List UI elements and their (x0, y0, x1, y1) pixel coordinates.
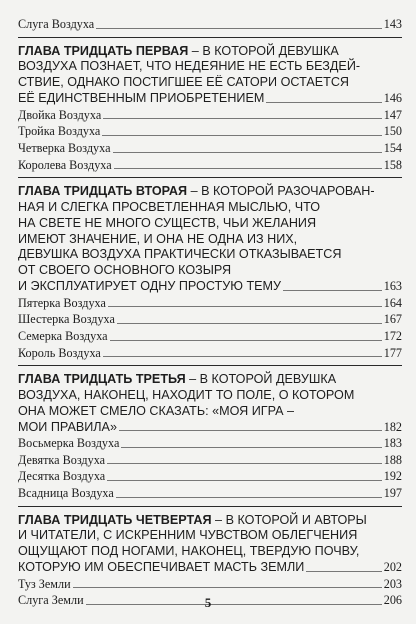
entry-page: 183 (383, 436, 402, 451)
leader-dots (103, 118, 381, 119)
chapter-page: 202 (383, 560, 402, 575)
entry-title: Пятерка Воздуха (18, 295, 106, 310)
leader-dots (96, 28, 382, 29)
chapter-subtitle-line: МОИ ПРАВИЛА» (18, 419, 117, 434)
chapter-subtitle-line: ОНА МОЖЕТ СМЕЛО СКАЗАТЬ: «МОЯ ИГРА – (18, 403, 295, 418)
leader-dots (119, 430, 382, 431)
chapter-title: ГЛАВА ТРИДЦАТЬ ВТОРАЯ (18, 184, 188, 199)
chapter-subtitle-line: – В КОТОРОЙ И АВТОРЫ (211, 512, 367, 527)
entry-page: 177 (383, 345, 402, 360)
entry-page: 164 (383, 295, 402, 310)
entry-title: Королева Воздуха (18, 157, 112, 172)
entry-page: 158 (383, 157, 402, 172)
chapter-title: ГЛАВА ТРИДЦАТЬ ТРЕТЬЯ (18, 372, 186, 387)
chapter-subtitle-line: КОТОРУЮ ИМ ОБЕСПЕЧИВАЕТ МАСТЬ ЗЕМЛИ (18, 560, 305, 575)
chapter-heading[interactable] (18, 513, 402, 576)
entry-title: Слуга Воздуха (18, 17, 95, 31)
leader-dots (102, 135, 381, 136)
entry-page: 172 (383, 328, 402, 343)
entry-title: Девятка Воздуха (18, 452, 106, 467)
toc-entry[interactable] (18, 311, 402, 328)
leader-dots (110, 340, 382, 341)
leader-dots (306, 571, 381, 572)
chapter-page: 182 (383, 419, 402, 434)
toc-entry[interactable] (18, 123, 402, 140)
toc-entry[interactable] (18, 452, 402, 469)
section-divider (18, 37, 402, 38)
toc-entry[interactable] (18, 345, 402, 362)
table-of-contents (18, 16, 402, 609)
leader-dots (116, 497, 382, 498)
chapter-subtitle-line: – В КОТОРОЙ ДЕВУШКА (188, 43, 339, 58)
section-divider (18, 506, 402, 507)
chapter-subtitle-line: ВОЗДУХА ПОЗНАЕТ, ЧТО НЕДЕЯНИЕ НЕ ЕСТЬ БЕЗДЕЙ- (18, 59, 361, 74)
chapter-subtitle-line: НА СВЕТЕ НЕ МНОГО СУЩЕСТВ, ЧЬИ ЖЕЛАНИЯ (18, 215, 317, 230)
toc-entry[interactable] (18, 576, 402, 593)
chapter-subtitle-line: – В КОТОРОЙ ДЕВУШКА (185, 372, 337, 387)
leader-dots (108, 306, 382, 307)
entry-page: 143 (383, 17, 402, 31)
toc-entry[interactable] (18, 468, 402, 485)
leader-dots (107, 480, 382, 481)
entry-title: Тройка Воздуха (18, 124, 101, 139)
entry-page: 197 (383, 486, 402, 501)
chapter-subtitle-line: ОТ СВОЕГО ОСНОВНОГО КОЗЫРЯ (18, 263, 232, 278)
toc-entry[interactable] (18, 328, 402, 345)
chapter-heading[interactable] (18, 184, 402, 295)
toc-entry[interactable] (18, 435, 402, 452)
chapter-subtitle-line: НАЯ И СЛЕГКА ПРОСВЕТЛЕННАЯ МЫСЛЬЮ, ЧТО (18, 199, 321, 214)
chapter-subtitle-line: И ЧИТАТЕЛИ, С ИСКРЕННИМ ЧУВСТВОМ ОБЛЕГЧЕНИЯ (18, 528, 358, 543)
chapter-subtitle-line: – В КОТОРОЙ РАЗОЧАРОВАН- (187, 184, 375, 199)
entry-page: 154 (383, 140, 402, 155)
chapter-heading[interactable] (18, 372, 402, 435)
chapter-page: 146 (383, 90, 402, 105)
entry-page: 150 (383, 124, 402, 139)
chapter-subtitle-line: ОЩУЩАЮТ ПОД НОГАМИ, НАКОНЕЦ, ТВЕРДУЮ ПОЧВУ, (18, 544, 360, 559)
chapter-subtitle-line: ДЕВУШКА ВОЗДУХА ПРАКТИЧЕСКИ ОТКАЗЫВАЕТСЯ (18, 247, 342, 262)
leader-dots (121, 447, 381, 448)
chapter-title: ГЛАВА ТРИДЦАТЬ ЧЕТВЕРТАЯ (18, 512, 212, 527)
leader-dots (73, 587, 382, 588)
page-number: 5 (204, 595, 212, 610)
section-divider (18, 365, 402, 366)
leader-dots (117, 323, 382, 324)
entry-page: 206 (383, 593, 402, 608)
toc-entry[interactable] (18, 107, 402, 124)
entry-page: 167 (383, 312, 402, 327)
entry-title: Четверка Воздуха (18, 140, 111, 155)
leader-dots (107, 463, 382, 464)
toc-entry[interactable] (18, 140, 402, 157)
entry-title: Двойка Воздуха (18, 107, 102, 122)
toc-entry[interactable] (18, 485, 402, 502)
chapter-subtitle-line: ИМЕЮТ ЗНАЧЕНИЕ, И ОНА НЕ ОДНА ИЗ НИХ, (18, 231, 298, 246)
chapter-title: ГЛАВА ТРИДЦАТЬ ПЕРВАЯ (18, 43, 189, 58)
entry-title: Восьмерка Воздуха (18, 436, 120, 451)
entry-page: 192 (383, 469, 402, 484)
leader-dots (113, 152, 382, 153)
entry-title: Слуга Земли (18, 593, 84, 608)
entry-page: 203 (383, 576, 402, 591)
toc-entry[interactable] (18, 16, 402, 33)
leader-dots (103, 356, 382, 357)
entry-title: Десятка Воздуха (18, 469, 106, 484)
chapter-subtitle-line: СТВИЕ, ОДНАКО ПОСТИГШЕЕ ЕЁ САТОРИ ОСТАЕТСЯ (18, 75, 350, 90)
toc-entry[interactable] (18, 295, 402, 312)
entry-title: Семерка Воздуха (18, 328, 108, 343)
entry-page: 188 (383, 452, 402, 467)
chapter-subtitle-line: ЕЁ ЕДИНСТВЕННЫМ ПРИОБРЕТЕНИЕМ (18, 90, 265, 105)
chapter-page: 163 (383, 278, 402, 293)
leader-dots (114, 168, 382, 169)
section-divider (18, 177, 402, 178)
entry-title: Туз Земли (18, 576, 71, 591)
chapter-subtitle-line: ВОЗДУХА, НАКОНЕЦ, НАХОДИТ ТО ПОЛЕ, О КОТОРОМ (18, 387, 355, 402)
entry-title: Шестерка Воздуха (18, 312, 115, 327)
entry-title: Король Воздуха (18, 345, 101, 360)
leader-dots (266, 102, 381, 103)
entry-title: Всадница Воздуха (18, 486, 114, 501)
toc-entry[interactable] (18, 157, 402, 174)
entry-page: 147 (383, 107, 402, 122)
chapter-heading[interactable] (18, 44, 402, 107)
leader-dots (283, 290, 382, 291)
chapter-subtitle-line: И ЭКСПЛУАТИРУЕТ ОДНУ ПРОСТУЮ ТЕМУ (18, 278, 282, 293)
